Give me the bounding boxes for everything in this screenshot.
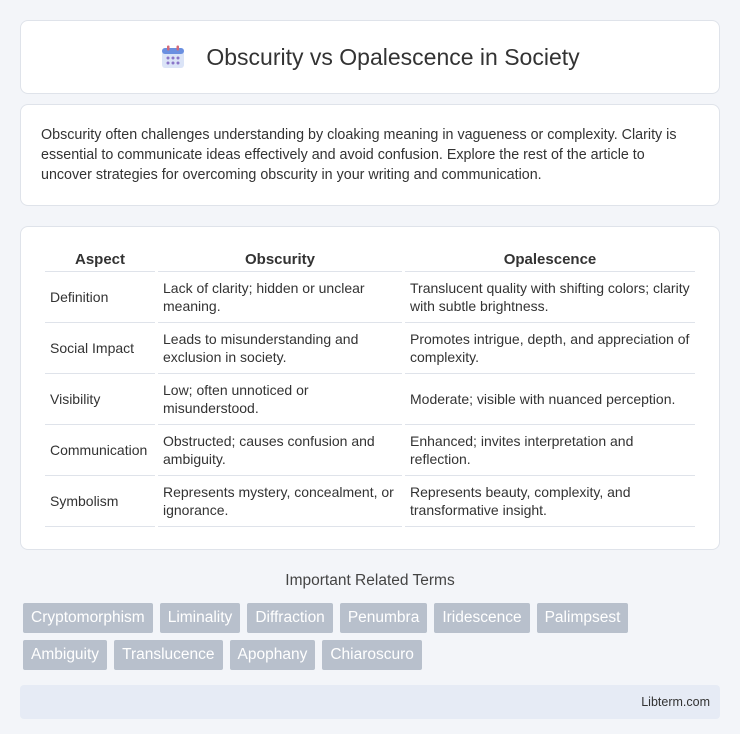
related-terms-title: Important Related Terms bbox=[285, 572, 455, 589]
row-aspect: Symbolism bbox=[45, 476, 155, 527]
row-opalescence: Represents beauty, complexity, and transformative insight. bbox=[405, 476, 695, 527]
calendar-icon bbox=[160, 44, 186, 70]
tag-liminality[interactable]: Liminality bbox=[160, 603, 241, 633]
row-obscurity: Leads to misunderstanding and exclusion in society. bbox=[158, 323, 402, 374]
row-opalescence: Moderate; visible with nuanced perception. bbox=[405, 374, 695, 425]
title-card bbox=[20, 20, 720, 94]
page-title: Obscurity vs Opalescence in Society bbox=[206, 43, 580, 70]
row-opalescence: Promotes intrigue, depth, and appreciation of complexity. bbox=[405, 323, 695, 374]
row-obscurity: Represents mystery, concealment, or ignorance. bbox=[158, 476, 402, 527]
tag-diffraction[interactable]: Diffraction bbox=[247, 603, 333, 633]
tag-palimpsest[interactable]: Palimpsest bbox=[537, 603, 629, 633]
tag-penumbra[interactable]: Penumbra bbox=[340, 603, 428, 633]
tag-ambiguity[interactable]: Ambiguity bbox=[23, 640, 107, 670]
row-aspect: Social Impact bbox=[45, 323, 155, 374]
related-terms-list bbox=[20, 603, 720, 677]
tag-translucence[interactable]: Translucence bbox=[114, 640, 222, 670]
table-header-row bbox=[45, 245, 695, 272]
comparison-table bbox=[42, 245, 698, 527]
header-obscurity: Obscurity bbox=[158, 245, 402, 272]
tag-iridescence[interactable]: Iridescence bbox=[434, 603, 529, 633]
intro-text: Obscurity often challenges understanding by cloaking meaning in vagueness or complexity. Clarity is essential to communicate ideas effectively and avoid confusion. Explore the rest of the article to uncover strategies for overcoming obscurity in your writing and communication. bbox=[41, 127, 677, 183]
row-obscurity: Obstructed; causes confusion and ambiguity. bbox=[158, 425, 402, 476]
table-row bbox=[45, 272, 695, 323]
row-obscurity: Lack of clarity; hidden or unclear meaning. bbox=[158, 272, 402, 323]
tag-apophany[interactable]: Apophany bbox=[230, 640, 316, 670]
header-aspect: Aspect bbox=[45, 245, 155, 272]
row-aspect: Communication bbox=[45, 425, 155, 476]
table-row bbox=[45, 425, 695, 476]
table-row bbox=[45, 374, 695, 425]
row-aspect: Visibility bbox=[45, 374, 155, 425]
row-aspect: Definition bbox=[45, 272, 155, 323]
row-opalescence: Enhanced; invites interpretation and reflection. bbox=[405, 425, 695, 476]
table-row bbox=[45, 476, 695, 527]
header-opalescence: Opalescence bbox=[405, 245, 695, 272]
comparison-card bbox=[20, 226, 720, 550]
footer-site-link[interactable]: Libterm.com bbox=[641, 695, 710, 709]
row-obscurity: Low; often unnoticed or misunderstood. bbox=[158, 374, 402, 425]
tag-cryptomorphism[interactable]: Cryptomorphism bbox=[23, 603, 153, 633]
footer bbox=[20, 685, 720, 719]
table-row bbox=[45, 323, 695, 374]
tag-chiaroscuro[interactable]: Chiaroscuro bbox=[322, 640, 422, 670]
intro-card bbox=[20, 104, 720, 206]
row-opalescence: Translucent quality with shifting colors; clarity with subtle brightness. bbox=[405, 272, 695, 323]
